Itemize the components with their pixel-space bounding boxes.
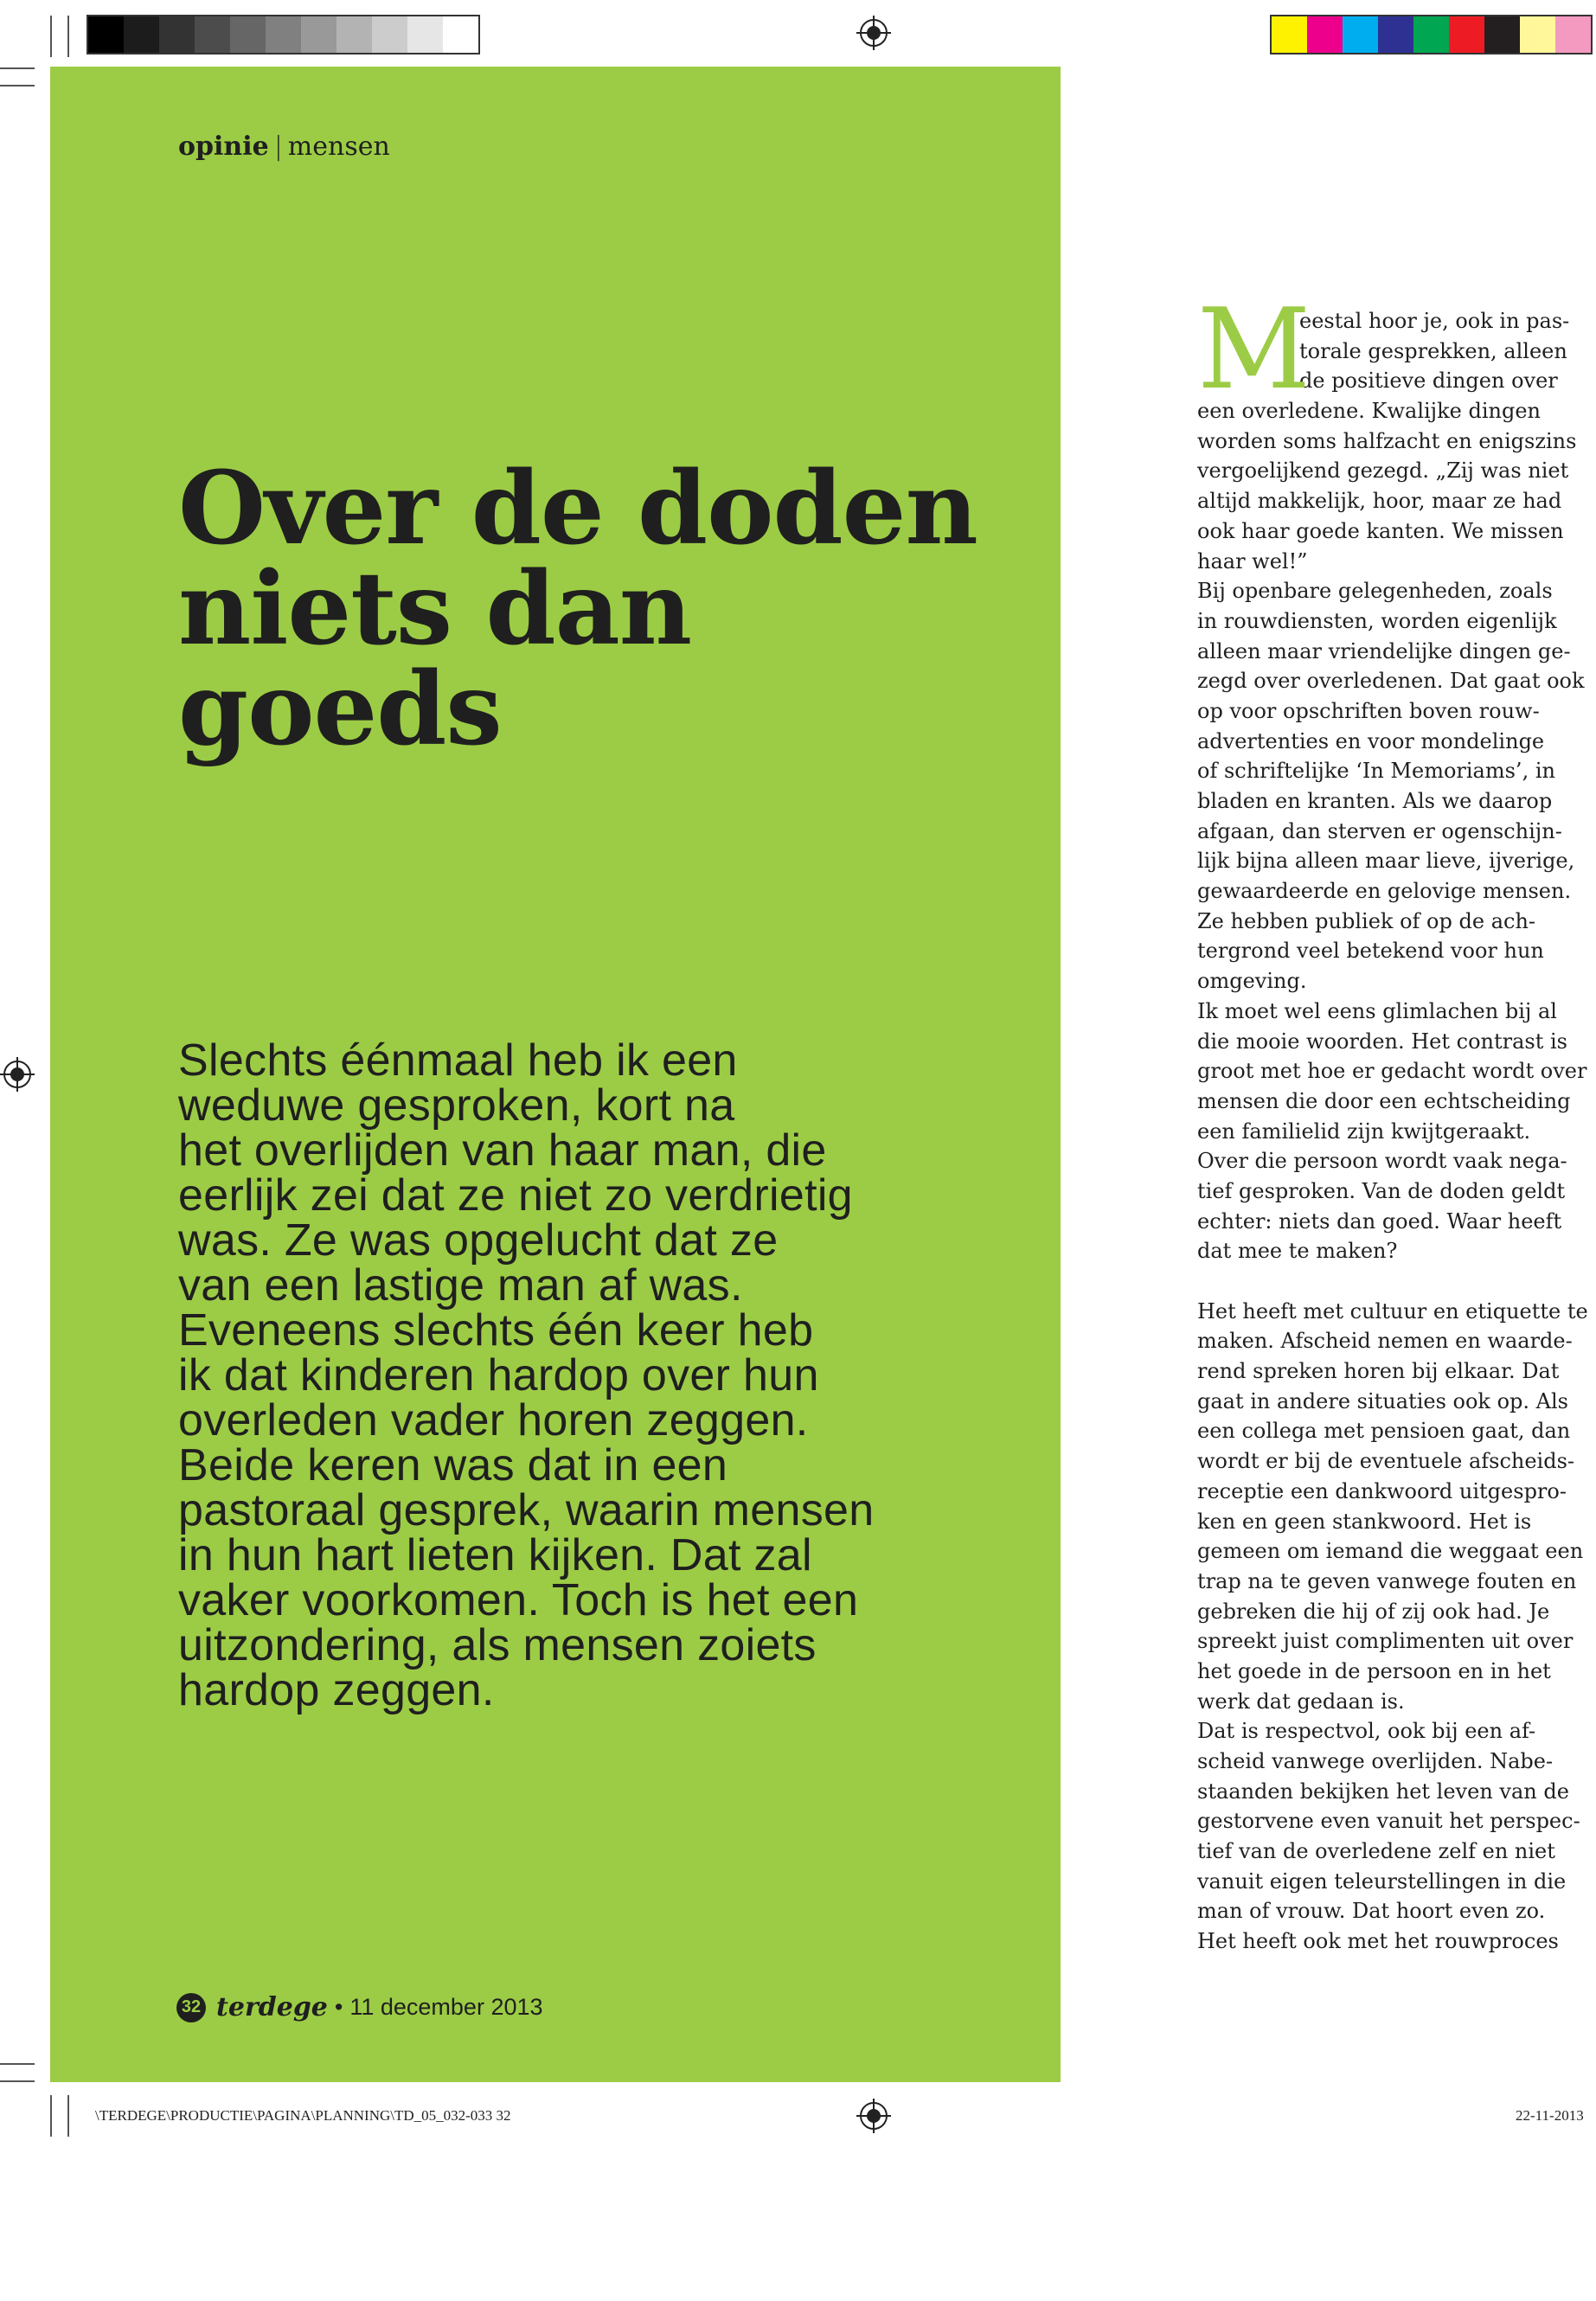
paragraph-gap xyxy=(1197,1266,1569,1297)
body-line: vergoelijkend gezegd. „Zij was niet xyxy=(1197,458,1569,484)
body-line: trap na te geven vanwege fouten en xyxy=(1197,1568,1577,1593)
intro-line: uitzondering, als mensen zoiets xyxy=(178,1620,817,1670)
page-number-badge: 32 xyxy=(176,1993,206,2022)
body-line: tief gesproken. Van de doden geldt xyxy=(1197,1178,1566,1203)
body-line: spreekt juist complimenten uit over xyxy=(1197,1629,1574,1654)
body-line: een collega met pensioen gaat, dan xyxy=(1197,1419,1571,1444)
headline-line: Over de doden xyxy=(178,450,977,567)
color-swatch xyxy=(337,16,372,53)
intro-line: van een lastige man af was. xyxy=(178,1260,743,1311)
body-line: omgeving. xyxy=(1197,969,1307,994)
color-swatch xyxy=(1378,16,1413,53)
body-line: afgaan, dan sterven er ogenschijn- xyxy=(1197,818,1562,843)
crop-mark xyxy=(67,2095,69,2137)
body-text-part-1 xyxy=(1197,396,1587,1266)
body-line: rend spreken horen bij elkaar. Dat xyxy=(1197,1359,1560,1384)
intro-line: weduwe gesproken, kort na xyxy=(178,1080,735,1131)
color-swatch xyxy=(372,16,407,53)
body-line: gaat in andere situaties ook op. Als xyxy=(1197,1388,1568,1413)
body-line: eestal hoor je, ook in pas- xyxy=(1299,309,1570,333)
body-line: wordt er bij de eventuele afscheids- xyxy=(1197,1449,1575,1474)
body-line: of schriftelijke ‘In Memoriams’, in xyxy=(1197,759,1555,784)
body-line: Bij openbare gelegenheden, zoals xyxy=(1197,579,1553,604)
body-line: gemeen om iemand die weggaat een xyxy=(1197,1539,1584,1564)
body-line: advertenties en voor mondelinge xyxy=(1197,728,1545,753)
body-line: Ik moet wel eens glimlachen bij al xyxy=(1197,998,1557,1023)
print-slug-path: \TERDEGE\PRODUCTIE\PAGINA\PLANNING\TD_05_032-033 32 xyxy=(95,2107,511,2124)
body-line: alleen maar vriendelijke dingen ge- xyxy=(1197,638,1571,663)
body-line: torale gesprekken, alleen xyxy=(1299,338,1567,363)
grayscale-calibration-bar xyxy=(87,15,480,54)
body-line: tief van de overledene zelf en niet xyxy=(1197,1839,1555,1864)
body-line: op voor opschriften boven rouw- xyxy=(1197,698,1540,723)
intro-line: overleden vader horen zeggen. xyxy=(178,1395,809,1445)
intro-line: was. Ze was opgelucht dat ze xyxy=(178,1215,779,1266)
intro-line: eerlijk zei dat ze niet zo verdrietig xyxy=(178,1170,853,1221)
intro-line: hardop zeggen. xyxy=(178,1665,495,1715)
body-line: die mooie woorden. Het contrast is xyxy=(1197,1029,1567,1054)
section-label xyxy=(178,131,390,162)
color-swatch xyxy=(407,16,443,53)
body-line: man of vrouw. Dat hoort even zo. xyxy=(1197,1899,1546,1924)
body-line: mensen die door een echtscheiding xyxy=(1197,1088,1571,1113)
body-line: haar wel!” xyxy=(1197,548,1308,574)
color-swatch xyxy=(159,16,195,53)
body-line: ook haar goede kanten. We missen xyxy=(1197,518,1564,543)
body-line: het goede in de persoon en in het xyxy=(1197,1658,1551,1683)
body-line: maken. Afscheid nemen en waarde- xyxy=(1197,1329,1573,1354)
crop-mark xyxy=(0,67,35,69)
body-line: echter: niets dan goed. Waar heeft xyxy=(1197,1208,1562,1234)
color-calibration-bar xyxy=(1270,15,1593,54)
color-swatch xyxy=(230,16,266,53)
intro-line: Eveneens slechts één keer heb xyxy=(178,1305,814,1356)
body-line: zegd over overledenen. Dat gaat ook xyxy=(1197,669,1585,694)
body-line: Het heeft met cultuur en etiquette te xyxy=(1197,1298,1588,1324)
body-line: tergrond veel betekend voor hun xyxy=(1197,939,1544,964)
body-line: bladen en kranten. Als we daarop xyxy=(1197,789,1553,813)
crop-mark xyxy=(0,85,35,87)
color-swatch xyxy=(1555,16,1591,53)
color-swatch xyxy=(1343,16,1378,53)
body-line: staanden bekijken het leven van de xyxy=(1197,1779,1569,1804)
body-line: gebreken die hij of zij ook had. Je xyxy=(1197,1599,1550,1624)
body-line: gestorvene even vanuit het perspec- xyxy=(1197,1809,1580,1834)
magazine-logo: terdege xyxy=(216,1992,328,2022)
body-line: Dat is respectvol, ook bij een af- xyxy=(1197,1719,1536,1744)
issue-date: 11 december 2013 xyxy=(349,1994,543,2020)
intro-line: in hun hart lieten kijken. Dat zal xyxy=(178,1530,812,1580)
intro-line: het overlijden van haar man, die xyxy=(178,1125,827,1176)
body-line: Ze hebben publiek of op de ach- xyxy=(1197,908,1536,933)
registration-mark-icon xyxy=(0,1057,35,1092)
headline-line: goeds xyxy=(178,651,502,768)
body-line: een overledene. Kwalijke dingen xyxy=(1197,399,1542,424)
color-swatch xyxy=(266,16,301,53)
crop-mark xyxy=(0,2080,35,2082)
footer-bullet: • xyxy=(334,1994,343,2020)
color-swatch xyxy=(301,16,337,53)
section-subcategory: mensen xyxy=(287,131,390,162)
crop-mark xyxy=(0,2063,35,2065)
article-body xyxy=(1197,285,1588,1957)
color-swatch xyxy=(1449,16,1484,53)
body-line: gewaardeerde en gelovige mensen. xyxy=(1197,879,1572,904)
color-swatch xyxy=(88,16,124,53)
color-swatch xyxy=(195,16,230,53)
body-line: in rouwdiensten, worden eigenlijk xyxy=(1197,608,1557,633)
body-line: altijd makkelijk, hoor, maar ze had xyxy=(1197,489,1562,514)
color-swatch xyxy=(1413,16,1449,53)
body-line: worden soms halfzacht en enigszins xyxy=(1197,428,1577,453)
crop-mark xyxy=(50,2095,52,2137)
section-category: opinie xyxy=(178,131,269,162)
color-swatch xyxy=(1520,16,1555,53)
registration-mark-icon xyxy=(856,2099,891,2133)
body-line: Het heeft ook met het rouwproces xyxy=(1197,1929,1559,1954)
section-separator: | xyxy=(273,131,283,162)
print-slug-date: 22-11-2013 xyxy=(1516,2107,1584,2124)
body-text-part-2 xyxy=(1197,1297,1588,1957)
registration-mark-icon xyxy=(856,16,891,50)
intro-line: Slechts éénmaal heb ik een xyxy=(178,1035,738,1086)
color-swatch xyxy=(1484,16,1520,53)
page-footer xyxy=(176,1992,543,2022)
crop-mark xyxy=(50,16,52,57)
intro-line: pastoraal gesprek, waarin mensen xyxy=(178,1485,875,1535)
intro-line: vaker voorkomen. Toch is het een xyxy=(178,1575,859,1625)
color-swatch xyxy=(443,16,478,53)
color-swatch xyxy=(124,16,159,53)
headline-line: niets dan xyxy=(178,550,692,668)
body-line: ken en geen stankwoord. Het is xyxy=(1197,1509,1532,1534)
body-line: een familielid zijn kwijtgeraakt. xyxy=(1197,1118,1531,1144)
color-swatch xyxy=(1272,16,1307,53)
body-line: de positieve dingen over xyxy=(1299,369,1558,394)
intro-line: Beide keren was dat in een xyxy=(178,1440,728,1490)
body-line: groot met hoe er gedacht wordt over xyxy=(1197,1059,1587,1084)
body-line: dat mee te maken? xyxy=(1197,1239,1398,1264)
article-headline xyxy=(178,450,1026,768)
article-intro xyxy=(178,1035,1009,1715)
body-line: vanuit eigen teleurstellingen in die xyxy=(1197,1868,1567,1894)
body-line: receptie een dankwoord uitgespro- xyxy=(1197,1478,1567,1503)
body-line: Over die persoon wordt vaak nega- xyxy=(1197,1149,1567,1174)
body-line: scheid vanwege overlijden. Nabe- xyxy=(1197,1749,1554,1773)
body-line: werk dat gedaan is. xyxy=(1197,1689,1405,1714)
intro-line: ik dat kinderen hardop over hun xyxy=(178,1350,819,1400)
crop-mark xyxy=(67,16,69,57)
color-swatch xyxy=(1307,16,1343,53)
dropcap: M xyxy=(1197,285,1311,414)
body-line: lijk bijna alleen maar lieve, ijverige, xyxy=(1197,849,1575,874)
